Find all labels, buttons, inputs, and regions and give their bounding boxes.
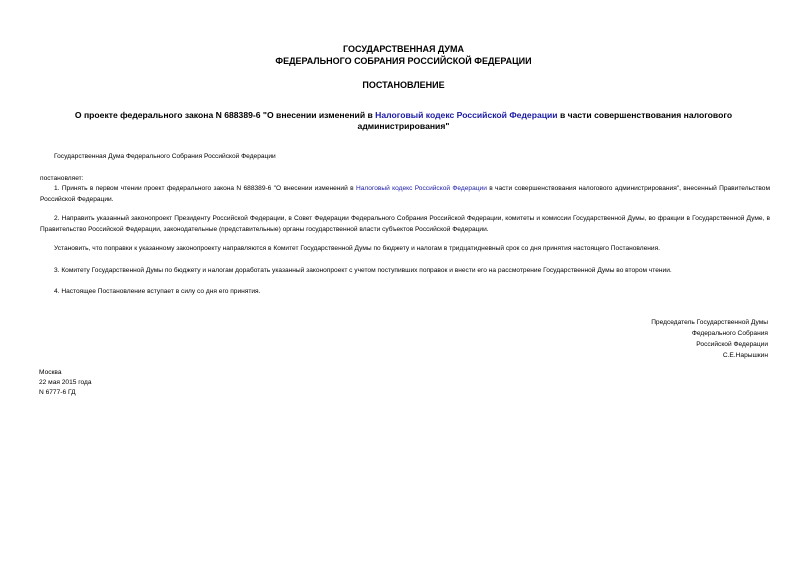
- document-date: 22 мая 2015 года: [39, 379, 92, 386]
- intro-paragraph: Государственная Дума Федерального Собрания Российской Федерации: [54, 153, 276, 160]
- place-city: Москва: [39, 369, 62, 376]
- signature-name: С.Е.Нарышкин: [722, 352, 768, 359]
- signature-title-line-1: Председатель Государственной Думы: [651, 319, 768, 326]
- title-text-before: О проекте федерального закона N 688389-6 "О внесении изменений в: [74, 110, 376, 120]
- document-title: [40, 110, 767, 132]
- item-1-text-before: 1. Принять в первом чтении проект федерального закона N 688389-6 "О внесении изменений в: [54, 185, 356, 192]
- signature-title-line-3: Российской Федерации: [696, 341, 768, 348]
- title-text-after: в части совершенствования налогового администрирования": [357, 110, 733, 131]
- decides-paragraph: постановляет:: [40, 175, 84, 182]
- item-4-paragraph: 4. Настоящее Постановление вступает в силу со дня его принятия.: [54, 288, 261, 295]
- document-type: ПОСТАНОВЛЕНИЕ: [362, 80, 445, 90]
- item-2-paragraph: 2. Направить указанный законопроект Президенту Российской Федерации, в Совет Федерации Федерального Собрания Российской Федерации, комитеты и комиссии Государственной Думы, во фракции в Государственной Думе, в Правительство Российской Федерации, законодательные (представительные) органы государственной власти субъектов Российской Федерации.: [40, 215, 770, 233]
- header-line-1: ГОСУДАРСТВЕННАЯ ДУМА: [342, 44, 465, 54]
- header-line-2: ФЕДЕРАЛЬНОГО СОБРАНИЯ РОССИЙСКОЙ ФЕДЕРАЦИИ: [275, 56, 532, 66]
- item-1-text-after: в части совершенствования налогового администрирования", внесенный Правительством Российской Федерации.: [40, 185, 770, 203]
- signature-block: [651, 317, 768, 361]
- document-number: N 6777-6 ГД: [39, 389, 76, 396]
- signature-title-line-2: Федерального Собрания: [691, 330, 768, 337]
- item-3-paragraph: 3. Комитету Государственной Думы по бюджету и налогам доработать указанный законопроект с учетом поступивших поправок и внести его на рассмотрение Государственной Думы во втором чтении.: [54, 267, 672, 274]
- item-1-paragraph: [40, 183, 770, 205]
- place-date-block: [39, 368, 92, 398]
- item-2-amendments-paragraph: Установить, что поправки к указанному законопроекту направляются в Комитет Государственной Думы по бюджету и налогам в тридцатидневный срок со дня принятия настоящего Постановления.: [54, 245, 661, 252]
- item-1-tax-code-link[interactable]: Налоговый кодекс Российской Федерации: [355, 185, 487, 192]
- title-tax-code-link[interactable]: Налоговый кодекс Российской Федерации: [375, 110, 558, 120]
